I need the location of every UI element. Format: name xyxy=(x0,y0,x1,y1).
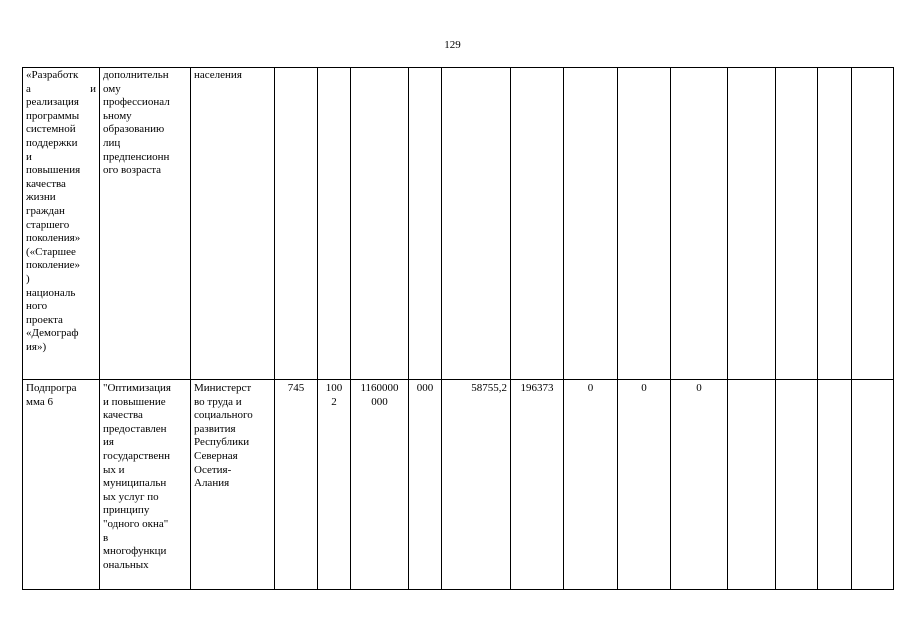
cell-text: Подпрогра мма 6 xyxy=(26,382,77,408)
cell-amount xyxy=(511,380,564,590)
cell-text: 0 xyxy=(641,382,647,394)
cell-text: и xyxy=(26,150,32,163)
cell-empty xyxy=(618,68,671,380)
cell-executor xyxy=(191,68,275,380)
cell-executor xyxy=(191,380,275,590)
cell-empty xyxy=(409,68,442,380)
cell-text: населения xyxy=(194,69,242,81)
cell-text: ного xyxy=(26,300,48,313)
cell-grbs xyxy=(275,380,318,590)
cell-description xyxy=(100,380,191,590)
cell-text: качества xyxy=(26,177,66,190)
cell-empty xyxy=(511,68,564,380)
cell-empty xyxy=(818,380,852,590)
cell-text: «Разработк xyxy=(26,69,79,81)
cell-empty xyxy=(671,68,728,380)
cell-empty xyxy=(351,68,409,380)
cell-text: "Оптимизация и повышение качества предоставлен ия государственн ых и муниципальн ых услуг по принципу "одного окна" в многофункци ональных xyxy=(103,382,171,571)
table-row xyxy=(23,380,894,590)
cell-name xyxy=(23,380,100,590)
cell-empty xyxy=(442,68,511,380)
cell-vr xyxy=(409,380,442,590)
cell-empty xyxy=(275,68,318,380)
cell-text: 0 xyxy=(696,382,702,394)
cell-text: националь xyxy=(26,286,76,299)
budget-table xyxy=(22,67,894,590)
cell-text: 1160000 000 xyxy=(360,382,399,408)
cell-text: реализация xyxy=(26,96,79,109)
cell-empty xyxy=(728,68,776,380)
cell-rzpr xyxy=(318,380,351,590)
cell-text: ) xyxy=(26,272,30,285)
cell-amount xyxy=(564,380,618,590)
cell-text: повышения xyxy=(26,164,81,177)
cell-name xyxy=(23,68,100,380)
table-row xyxy=(23,68,894,380)
cell-empty xyxy=(818,68,852,380)
page-number: 129 xyxy=(444,39,461,51)
cell-text: 196373 xyxy=(520,382,554,394)
cell-empty xyxy=(776,380,818,590)
cell-empty xyxy=(776,68,818,380)
cell-empty xyxy=(852,68,894,380)
cell-text: «Демограф xyxy=(26,327,79,340)
cell-amount xyxy=(671,380,728,590)
cell-text: программы xyxy=(26,109,80,122)
cell-amount xyxy=(618,380,671,590)
cell-text: системной xyxy=(26,123,76,136)
cell-empty xyxy=(564,68,618,380)
cell-empty xyxy=(728,380,776,590)
cell-text: а и xyxy=(26,82,96,95)
cell-text: 58755,2 xyxy=(471,382,507,394)
cell-amount xyxy=(442,380,511,590)
cell-text: («Старшее xyxy=(26,245,76,258)
cell-text: старшего xyxy=(26,218,70,231)
cell-text: 000 xyxy=(416,382,434,394)
cell-text: Министерст во труда и социального развития Республики Северная Осетия- Алания xyxy=(194,382,253,490)
cell-text: жизни xyxy=(26,191,56,204)
cell-text: ия») xyxy=(26,340,47,353)
cell-text: поколения» xyxy=(26,232,81,245)
cell-text: 0 xyxy=(587,382,594,394)
cell-text: проекта xyxy=(26,313,63,326)
cell-empty xyxy=(318,68,351,380)
cell-text: 100 2 xyxy=(325,382,343,408)
cell-text: дополнительн ому профессионал ьному образованию лиц предпенсионн ого возраста xyxy=(103,69,170,177)
cell-text: поколение» xyxy=(26,259,81,272)
cell-csr xyxy=(351,380,409,590)
cell-description xyxy=(100,68,191,380)
cell-empty xyxy=(852,380,894,590)
cell-text: граждан xyxy=(26,204,65,217)
cell-text: 745 xyxy=(287,382,305,394)
cell-text: поддержки xyxy=(26,136,78,149)
